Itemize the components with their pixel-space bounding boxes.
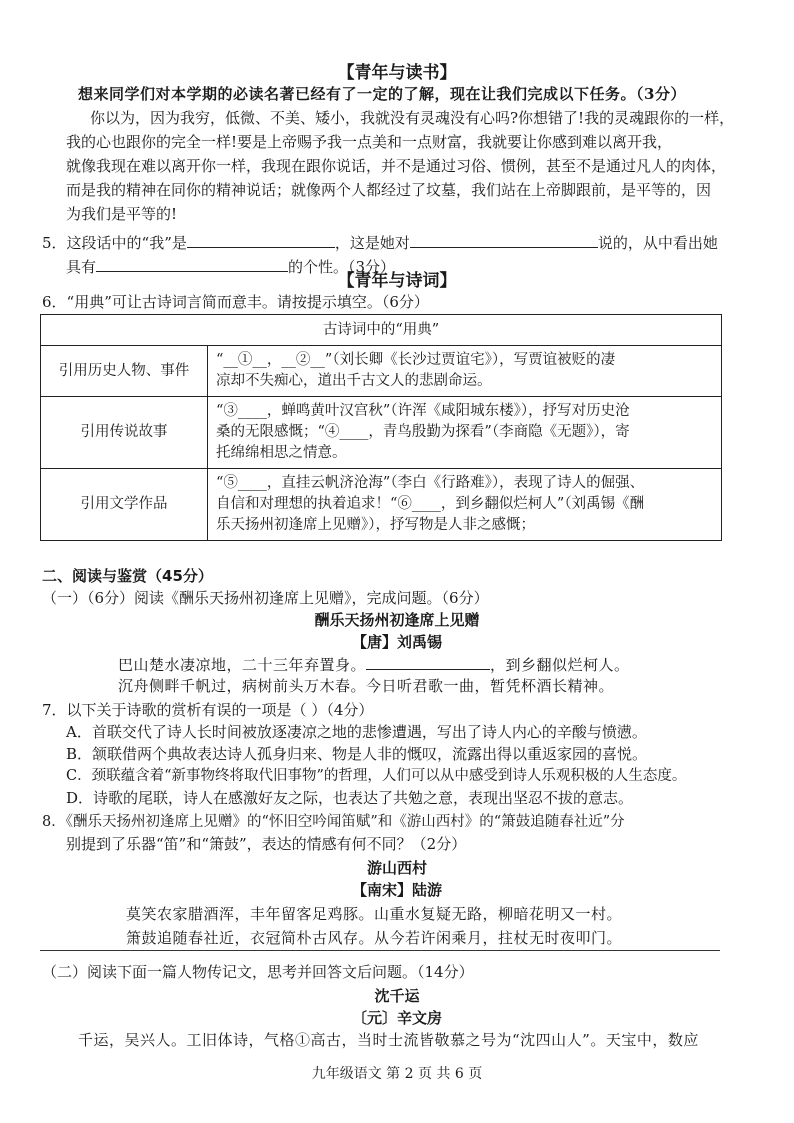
passage-line: 为我们是平等的! [66, 205, 178, 223]
row-line: “⑤____，直挂云帆济沧海”（李白《行路难》），表现了诗人的倔强、 [216, 475, 645, 491]
row-content [208, 346, 722, 397]
row-line: 桑的无限感慨；“④____，青鸟殷勤为探看”（李商隐《无题》），寄 [216, 424, 630, 440]
subsection-2-prompt: （二）阅读下面一篇人物传记文，思考并回答文后问题。（14分） [42, 963, 474, 981]
section-title-reading: 【青年与读书】 [337, 63, 457, 83]
question-5-line-1 [42, 232, 718, 253]
q5-text-1: 5．这段话中的“我”是 [42, 234, 187, 252]
row-line: 托绵绵相思之情意。 [216, 445, 347, 461]
question-8-line-1: 8．《酬乐天扬州初逢席上见赠》的“怀旧空吟闻笛赋”和《游山西村》的“箫鼓追随春社近”分 [42, 814, 625, 830]
poem-2-title: 游山西村 [366, 859, 427, 877]
question-6-prompt: 6．“用典”可让古诗词言简而意丰。请按提示填空。（6分） [42, 293, 429, 311]
q5-text-4: 具有 [66, 258, 97, 276]
passage-line: 我的心也跟你的完全一样!要是上帝赐予我一点美和一点财富，我就要让你感到难以离开我， [66, 133, 673, 151]
row-content [208, 469, 722, 541]
subsection-1-prompt: （一）（6分）阅读《酬乐天扬州初逢席上见赠》，完成问题。（6分） [42, 589, 489, 607]
bio-author: 〔元〕辛文房 [351, 1009, 442, 1027]
section-title-poetry: 【青年与诗词】 [337, 271, 457, 291]
poem-1-verse-b: ，到乡翻似烂柯人。 [490, 656, 630, 674]
question-7-prompt: 7．以下关于诗歌的赏析有误的一项是（ ）（4分） [42, 701, 374, 719]
poem-1-line-2: 沉舟侧畔千帆过，病树前头万木春。今日听君歌一曲，暂凭杯酒长精神。 [118, 677, 615, 695]
q5-text-5: 的个性。（3分） [288, 258, 396, 276]
q7-option-c: C．颈联蕴含着“新事物终将取代旧事物”的哲理，人们可以从中感受到诗人乐观积极的人生态度。 [66, 768, 687, 784]
passage-line: 你以为，因为我穷，低微、不美、矮小，我就没有灵魂没有心吗?你想错了!我的灵魂跟你的一样， [90, 109, 735, 127]
row-line: 乐天扬州初逢席上见赠》），抒写物是人非之感慨； [216, 517, 535, 533]
bio-title: 沈千运 [374, 987, 420, 1005]
part-2-heading: 二、阅读与鉴赏（45分） [42, 567, 213, 585]
poem-1-title: 酬乐天扬州初逢席上见赠 [314, 611, 480, 629]
row-line: 自信和对理想的执着追求！“⑥____，到乡翻似烂柯人”（刘禹锡《酬 [216, 496, 645, 512]
q5-text-2: ，这是她对 [334, 234, 410, 252]
row-category: 引用传说故事 [41, 397, 208, 469]
table-row [41, 397, 722, 469]
table-row [41, 469, 722, 541]
row-line: “③____，蝉鸣黄叶汉宫秋”（许浑《咸阳城东楼》），抒写对历史沧 [216, 403, 630, 419]
task-intro: 想来同学们对本学期的必读名著已经有了一定的了解，现在让我们完成以下任务。（3分） [78, 85, 686, 103]
row-line: “__①__，__②__”（刘长卿《长沙过贾谊宅》），写贾谊被贬的凄 [216, 352, 616, 368]
table-row [41, 346, 722, 397]
q5-blank-2[interactable] [410, 232, 598, 248]
poem-2-line-1: 莫笑农家腊酒浑，丰年留客足鸡豚。山重水复疑无路，柳暗花明又一村。 [126, 905, 623, 923]
row-content [208, 397, 722, 469]
page-footer: 九年级语文 第 2 页 共 6 页 [311, 1066, 483, 1082]
row-line: 凉却不失痴心，道出千古文人的悲剧命运。 [216, 373, 492, 389]
q7-option-a: A．首联交代了诗人长时间被放逐凄凉之地的悲惨遭遇，写出了诗人内心的辛酸与愤懑。 [66, 723, 647, 741]
q7-option-d: D．诗歌的尾联，诗人在感激好友之际，也表达了共勉之意，表现出坚忍不拔的意志。 [66, 789, 634, 807]
q7-option-b: B．颔联借两个典故表达诗人孤身归来、物是人非的慨叹，流露出得以重返家园的喜悦。 [66, 745, 648, 763]
bio-line-1: 千运，吴兴人。工旧体诗，气格①高古，当时士流皆敬慕之号为“沈四山人”。天宝中，数应 [78, 1031, 699, 1049]
allusion-table [40, 314, 722, 541]
question-8-line-2: 别提到了乐器“笛”和“箫鼓”，表达的情感有何不同？（2分） [66, 835, 467, 853]
poem-1-verse-a: 巴山楚水凄凉地，二十三年弃置身。 [118, 656, 367, 674]
passage-line: 而是我的精神在同你的精神说话；就像两个人都经过了坟墓，我们站在上帝脚跟前，是平等的，因 [66, 181, 712, 199]
row-category: 引用文学作品 [41, 469, 208, 541]
poem-2-author: 【南宋】陆游 [351, 881, 442, 899]
poem-1-blank[interactable] [366, 654, 490, 670]
poem-1-author: 【唐】刘禹锡 [351, 633, 442, 651]
poem-1-line-1 [118, 654, 630, 675]
passage-line: 就像我现在难以离开你一样，我现在跟你说话，并不是通过习俗、惯例，甚至不是通过凡人的肉体， [66, 157, 727, 175]
q5-text-3: 说的，从中看出她 [597, 234, 718, 252]
row-category: 引用历史人物、事件 [41, 346, 208, 397]
q5-blank-1[interactable] [187, 232, 335, 248]
table-header: 古诗词中的“用典” [41, 315, 722, 346]
poem-2-line-2: 箫鼓追随春社近，衣冠简朴古风存。从今若许闲乘月，拄杖无时夜叩门。 [126, 929, 623, 947]
divider [40, 950, 720, 951]
